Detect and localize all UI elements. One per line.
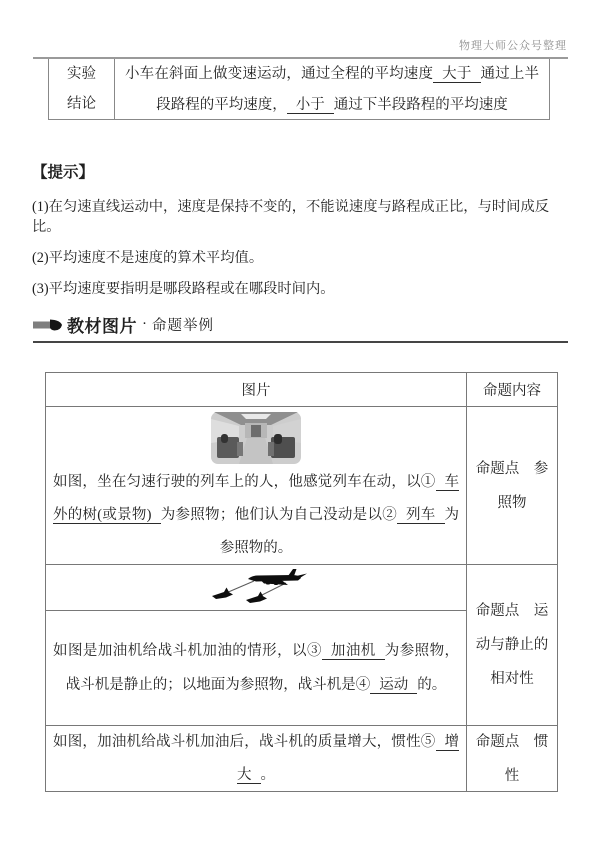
header-cell-content: 命题内容 (483, 383, 541, 399)
experiment-conclusion-table (48, 59, 550, 120)
refueling-image-cell (46, 565, 466, 611)
point-cell-reference-object: 命题点 参照物 (475, 460, 549, 511)
refueling-left-cells (46, 565, 467, 725)
section-title: 教材图片 (67, 317, 137, 336)
experiment-conclusion-text: 小车在斜面上做变速运动，通过全程的平均速度 大于 通过上半段路程的平均速度， 小于 通过下半段路程的平均速度 (125, 66, 540, 113)
train-interior-image (211, 412, 301, 464)
inertia-cell (46, 726, 467, 791)
watermark-text: 物理大师公众号整理 (459, 40, 567, 52)
header-cell-picture: 图片 (46, 373, 467, 406)
table-row-inertia (46, 725, 557, 791)
tips-title: 【提示】 (32, 164, 95, 181)
aerial-refueling-image (200, 569, 312, 607)
table-row-refueling (46, 564, 557, 725)
tip-item-1: (1)在匀速直线运动中，速度是保持不变的，不能说速度与路程成正比，与时间成反比。 (32, 199, 550, 235)
experiment-label-line1: 实验 (67, 66, 96, 82)
point-cell-inertia: 命题点 惯性 (475, 733, 549, 784)
section-arrow-bullet-icon (33, 318, 63, 332)
refueling-question-text: 如图是加油机给战斗机加油的情形，以③ 加油机 为参照物，战斗机是静止的；以地面为参照物，战斗机是④ 运动 的。 (53, 643, 460, 693)
train-question-text: 如图，坐在匀速行驶的列车上的人，他感觉列车在动，以① 车外的树(或景物) 为参照物；他们认为自己没动是以② 列车 为参照物的。 (53, 474, 459, 556)
table-header-row (46, 373, 557, 406)
table-row-train (46, 406, 557, 564)
textbook-examples-table (45, 372, 558, 792)
tip-item-2: (2)平均速度不是速度的算术平均值。 (32, 250, 264, 266)
experiment-label-line2: 结论 (67, 96, 96, 112)
tip-item-3: (3)平均速度要指明是哪段路程或在哪段时间内。 (32, 281, 335, 297)
inertia-question-text: 如图，加油机给战斗机加油后，战斗机的质量增大，惯性⑤ 增大 。 (53, 733, 459, 783)
section-separator: · (142, 316, 147, 332)
refueling-text-cell (46, 611, 466, 725)
point-cell-relative-motion: 命题点 运动与静止的相对性 (475, 603, 549, 687)
section-subtitle: 命题举例 (152, 318, 214, 334)
train-cell (46, 407, 467, 564)
section-header (33, 312, 568, 343)
experiment-conclusion-label (49, 59, 115, 119)
tips-section (32, 160, 570, 310)
